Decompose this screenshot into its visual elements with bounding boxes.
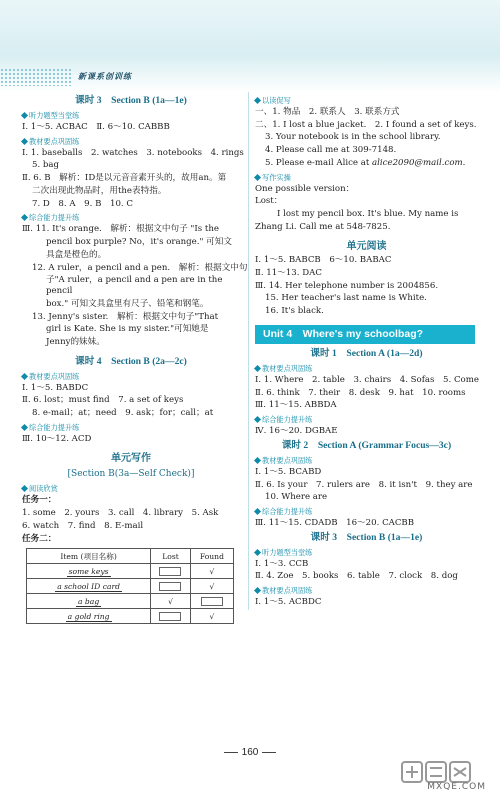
answer-line: Ⅳ. 16～20. DGBAE <box>255 426 338 437</box>
answer-line: Ⅰ. 1. baseballs 2. watches 3. notebooks 4. rings <box>22 147 244 158</box>
answer-line: Ⅰ. 1～5. BABCB 6～10. BABAC <box>255 255 392 266</box>
section-label: 教材要点巩固练 <box>255 586 478 595</box>
section-label: 教材要点巩固练 <box>22 137 240 146</box>
diamond-icon <box>21 485 28 492</box>
answer-line: Ⅲ. 11～15. CDADB 16～20. CACBB <box>255 518 415 529</box>
answer-line: Ⅰ. 1～3. CCB <box>255 558 309 569</box>
lesson-title: 课时 4 Section B (2a—2c) <box>75 355 187 367</box>
answer-line: Jenny的妹妹。 <box>46 337 105 347</box>
task-label: 任务二： <box>22 533 57 544</box>
answer-line: 4. Please call me at 309-7148. <box>265 145 397 156</box>
section-label: 教材要点巩固练 <box>255 456 478 465</box>
answer-line: 12. A ruler，a pencil and a pen. 解析：根据文中句 <box>32 262 248 273</box>
right-column <box>248 92 478 610</box>
section-label: 教材要点巩固练 <box>255 364 478 373</box>
answer-line: 5. bag <box>32 160 60 171</box>
found-cell: √ <box>190 609 233 624</box>
answer-line: 子"A ruler，a pencil and a pen are in the pencil <box>46 275 223 297</box>
answer-line: Ⅰ. 1～5. BABDC <box>22 382 89 393</box>
answer-line: Ⅱ. 6. lost；must find 7. a set of keys <box>22 395 184 406</box>
answer-line: box." 可知文具盒里有尺子、铅笔和钢笔。 <box>46 298 209 309</box>
table-row <box>27 594 234 609</box>
lesson-title: 课时 2 Section A (Grammar Focus—3c) <box>281 439 452 451</box>
answer-line: Ⅱ. 6. think 7. their 8. desk 9. hat 10. rooms <box>255 387 466 398</box>
answer-line: Ⅲ. 10～12. ACD <box>22 433 92 444</box>
section-label: 写作实操 <box>255 173 478 182</box>
answer-line: 10. Where are <box>265 492 328 503</box>
answer-line: girl is Kate. She is my sister."可知她是 <box>46 324 209 335</box>
answer-line: 二、1. I lost a blue jacket. 2. I found a set of keys. <box>255 119 477 130</box>
section-label: 阅读欣赏 <box>22 484 240 493</box>
answer-line: 1. some 2. yours 3. call 4. library 5. Ask <box>22 508 219 519</box>
column-header: Found <box>190 549 233 564</box>
series-title: 新课系创训练 <box>78 72 132 81</box>
diamond-icon <box>254 97 261 104</box>
diamond-icon <box>21 424 28 431</box>
section-label: 以读促写 <box>255 96 478 105</box>
answer-line: 6. watch 7. find 8. E-mail <box>22 520 144 531</box>
answer-line: Ⅲ. 11～15. ABBDA <box>255 400 337 411</box>
checkbox-icon <box>159 582 181 591</box>
answer-line: 二次出现此物品时，用the表特指。 <box>32 185 167 196</box>
diamond-icon <box>21 138 28 145</box>
lost-cell <box>151 609 191 624</box>
answer-line: I lost my pencil box. It's blue. My name is <box>277 209 459 220</box>
page-number: 160 <box>0 747 500 760</box>
diamond-icon <box>254 416 261 423</box>
answer-line: Zhang Li. Call me at 548-7825. <box>255 221 391 232</box>
header-banner <box>0 0 500 92</box>
unit-reading-title: 单元阅读 <box>346 240 387 252</box>
table-header-row <box>27 549 234 564</box>
lost-cell <box>151 579 191 594</box>
answer-line: 一、1. 物品 2. 联系人 3. 联系方式 <box>255 107 400 117</box>
found-cell <box>190 594 233 609</box>
answer-line: Ⅱ. 4. Zoe 5. books 6. table 7. clock 8. dog <box>255 571 458 582</box>
unit-4-banner: Unit 4 Where's my schoolbag? <box>255 325 475 344</box>
lost-cell <box>151 564 191 579</box>
found-cell: √ <box>190 564 233 579</box>
unit-writing-title: 单元写作 <box>111 452 151 464</box>
email-text: alice2090@mail.com <box>372 157 463 168</box>
table-row <box>27 609 234 624</box>
section-label: 教材要点巩固练 <box>22 372 240 381</box>
answer-line: 8. e-mail；at；need 9. ask；for；call；at <box>32 408 214 419</box>
banner-dot-pattern <box>0 68 72 86</box>
task-label: 任务一： <box>22 495 57 506</box>
diamond-icon <box>254 365 261 372</box>
section-label: 听力题型当堂练 <box>22 111 240 120</box>
answer-line: 16. It's black. <box>265 306 324 317</box>
diamond-icon <box>254 549 261 556</box>
answer-line: pencil box purple? No，it's orange." 可知文 <box>46 237 232 248</box>
answer-line: Ⅲ. 11. It's orange. 解析：根据文中句子 "Is the <box>22 224 219 235</box>
answer-line: 具盒是橙色的。 <box>46 249 107 260</box>
answer-line: Ⅱ. 11～13. DAC <box>255 267 322 278</box>
answer-line: 7. D 8. A 9. B 10. C <box>32 198 133 209</box>
answer-line: Ⅰ. 1～5. ACBDC <box>255 597 322 608</box>
checkbox-icon <box>159 612 181 621</box>
dash-decoration <box>224 752 238 753</box>
answer-line: Ⅱ. 6. B 解析：ID是以元音音素开头的，故用an。第 <box>22 173 227 184</box>
section-label: 听力题型当堂练 <box>255 548 478 557</box>
diamond-icon <box>254 508 261 515</box>
lesson-title: 课时 1 Section A (1a—2d) <box>310 347 423 359</box>
section-label: 综合能力提升练 <box>255 507 478 516</box>
left-column <box>22 92 248 624</box>
answer-line: 15. Her teacher's last name is White. <box>265 293 427 304</box>
column-header: Lost <box>151 549 191 564</box>
answer-line: One possible version： <box>255 183 355 194</box>
table-row <box>27 579 234 594</box>
section-label: 综合能力提升练 <box>255 415 478 424</box>
answer-line: 5. Please e-mail Alice at alice2090@mail.com. <box>265 157 466 168</box>
found-cell: √ <box>190 579 233 594</box>
writing-subtitle: [Section B(3a—Self Check)] <box>67 469 195 480</box>
section-label: 综合能力提升练 <box>22 213 240 222</box>
item-name: a gold ring <box>67 611 110 621</box>
answer-line: 3. Your notebook is in the school library. <box>265 132 441 143</box>
answer-line: 13. Jenny's sister. 解析：根据文中句子"That <box>32 311 219 322</box>
answer-line: Lost： <box>255 196 283 207</box>
section-label: 综合能力提升练 <box>22 423 240 432</box>
lesson-title: 课时 3 Section B (1a—1e) <box>75 95 187 106</box>
column-header: Item (项目名称) <box>27 549 151 564</box>
lesson-title: 课时 3 Section B (1a—1e) <box>310 531 423 543</box>
diamond-icon <box>254 457 261 464</box>
lost-cell: √ <box>151 594 191 609</box>
dash-decoration <box>262 752 276 753</box>
diamond-icon <box>21 373 28 380</box>
table-row <box>27 564 234 579</box>
item-name: a bag <box>77 596 100 606</box>
diamond-icon <box>254 174 261 181</box>
lost-found-table <box>26 548 234 624</box>
diamond-icon <box>21 112 28 119</box>
checkbox-icon <box>201 597 223 606</box>
watermark-text: MXQE.COM <box>427 782 486 792</box>
item-name: some keys <box>68 566 109 576</box>
item-name: a school ID card <box>57 581 120 591</box>
diamond-icon <box>254 587 261 594</box>
answer-line: Ⅲ. 14. Her telephone number is 2004856. <box>255 280 439 291</box>
checkbox-icon <box>159 567 181 576</box>
answer-line: Ⅰ. 1. Where 2. table 3. chairs 4. Sofas 5. Come <box>255 374 479 385</box>
answer-line: Ⅰ. 1～5. BCABD <box>255 466 322 477</box>
answer-line: Ⅱ. 6. Is your 7. rulers are 8. it isn't 9. they are <box>255 479 473 490</box>
answer-line: Ⅰ. 1～5. ACBAC Ⅱ. 6～10. CABBB <box>22 121 170 132</box>
diamond-icon <box>21 214 28 221</box>
